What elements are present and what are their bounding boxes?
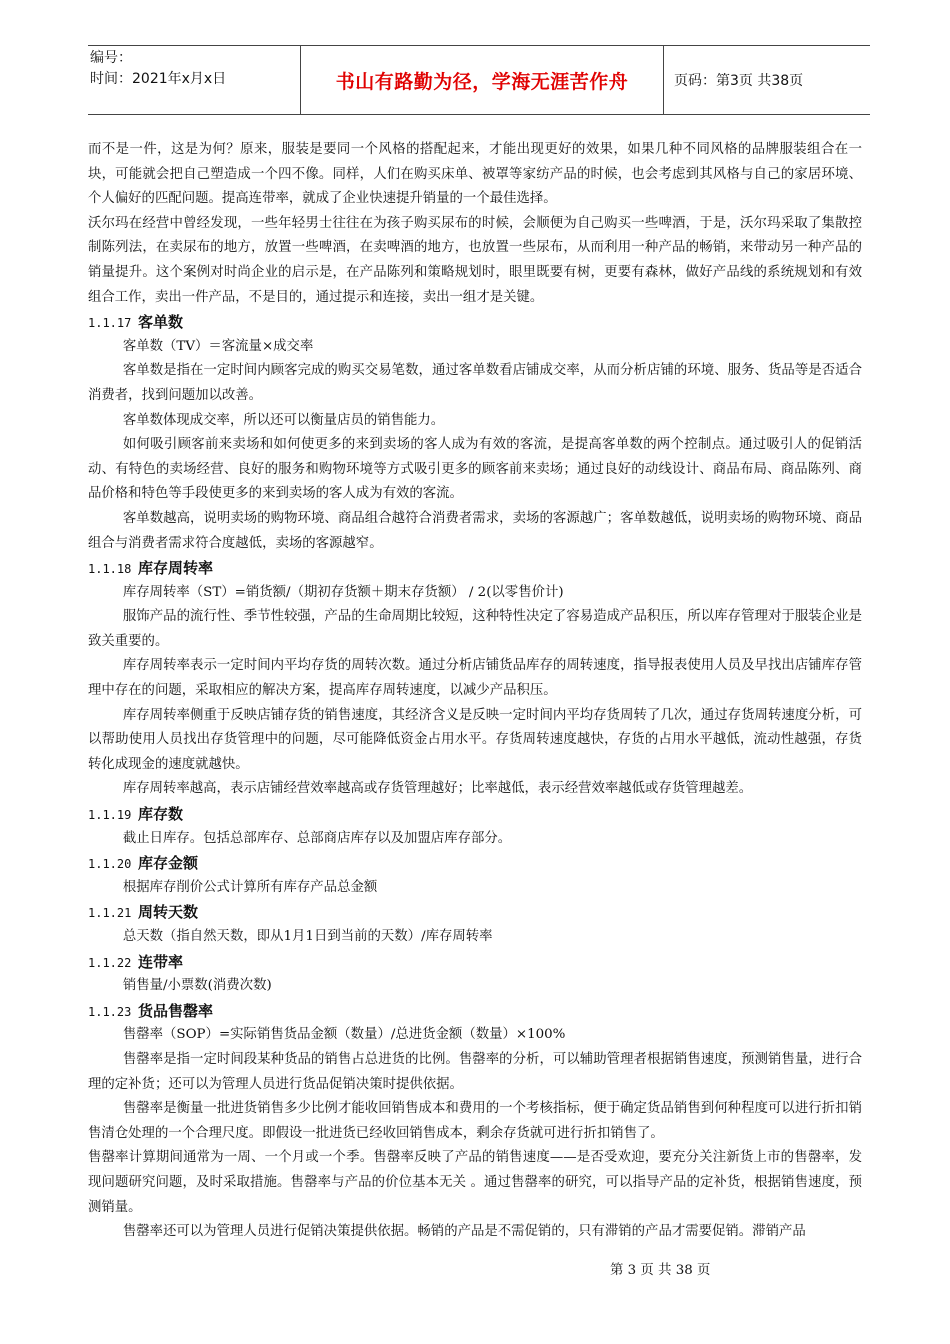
- paragraph: 库存周转率越高，表示店铺经营效率越高或存货管理越好；比率越低，表示经营效率越低或存货管理越差。: [122, 781, 753, 797]
- section-number: 1.1.17: [88, 316, 132, 331]
- serial-label: 编号：: [90, 50, 132, 66]
- section-heading: [88, 999, 862, 1024]
- section-title: 连带率: [138, 952, 184, 971]
- section-title: 库存金额: [138, 854, 199, 873]
- section-heading: [88, 556, 862, 581]
- section-number: 1.1.22: [88, 955, 132, 970]
- paragraph: 库存周转率侧重于反映店铺存货的销售速度，其经济含义是反映一定时间内平均存货周转了几次，通过存货周转速度分析，可以帮助使用人员找出存货管理中的问题，尽可能降低资金占用水平。存货周转速度越快，存货的占用水平越低，流动性越强，存货转化成现金的速度就越快。: [88, 707, 862, 772]
- paragraph: 如何吸引顾客前来卖场和如何使更多的来到卖场的客人成为有效的客流，是提高客单数的两个控制点。通过吸引人的促销活动、有特色的卖场经营、良好的服务和购物环境等方式吸引更多的顾客前来卖场；通过良好的动线设计、商品布局、商品陈列、商品价格和特色等手段使更多的来到卖场的客人成为有效的客流。: [88, 437, 862, 502]
- paragraph: 而不是一件，这是为何？原来，服装是要同一个风格的搭配起来，才能出现更好的效果，如果几种不同风格的品牌服装组合在一块，可能就会把自己塑造成一个四不像。同样，人们在购买床单、被罩等家纺产品的时候，也会考虑到其风格与自己的家居环境、个人偏好的匹配问题。提高连带率，就成了企业快速提升销量的一个最佳选择。: [88, 142, 862, 207]
- section-title: 货品售罄率: [138, 1001, 214, 1020]
- time-label: 时间：2021年x月x日: [90, 71, 227, 87]
- section-number: 1.1.19: [88, 808, 132, 823]
- header-page-code: 页码：第3页 共38页: [674, 73, 804, 89]
- paragraph: 客单数越高，说明卖场的购物环境、商品组合越符合消费者需求，卖场的客源越广；客单数越低，说明卖场的购物环境、商品组合与消费者需求符合度越低，卖场的客源越窄。: [88, 510, 862, 551]
- section-heading: [88, 851, 862, 876]
- section-heading: [88, 950, 862, 975]
- section-number: 1.1.23: [88, 1004, 132, 1019]
- section-number: 1.1.21: [88, 906, 132, 921]
- section-title: 周转天数: [138, 903, 199, 922]
- paragraph: 售罄率计算期间通常为一周、一个月或一个季。售罄率反映了产品的销售速度——是否受欢迎，要充分关注新货上市的售罄率，发现问题研究问题，及时采取措施。售罄率与产品的价位基本无关 。通过售罄率的研究，可以指导产品的定补货，根据销售速度，预测销量。: [88, 1150, 862, 1215]
- section-title: 客单数: [138, 313, 184, 332]
- paragraph: 库存周转率（ST）=销货额/（期初存货额＋期末存货额） / 2(以零售价计): [122, 584, 564, 600]
- paragraph: 客单数（TV）＝客流量×成交率: [122, 338, 314, 354]
- paragraph: 服饰产品的流行性、季节性较强，产品的生命周期比较短，这种特性决定了容易造成产品积压，所以库存管理对于服装企业是致关重要的。: [88, 609, 862, 649]
- page-footer: 第 3 页 共 38 页: [610, 1263, 711, 1278]
- paragraph: 售罄率是衡量一批进货销售多少比例才能收回销售成本和费用的一个考核指标，便于确定货品销售到何种程度可以进行折扣销售清仓处理的一个合理尺度。即假设一批进货已经收回销售成本，剩余存货就可进行折扣销售了。: [88, 1101, 862, 1141]
- document-body: [88, 138, 862, 1245]
- section-heading: [88, 310, 862, 335]
- header-meta: [88, 46, 301, 114]
- paragraph: 客单数是指在一定时间内顾客完成的购买交易笔数，通过客单数看店铺成交率，从而分析店铺的环境、服务、货品等是否适合消费者，找到问题加以改善。: [88, 363, 862, 403]
- paragraph: 售罄率还可以为管理人员进行促销决策提供依据。畅销的产品是不需促销的，只有滞销的产品才需要促销。滞销产品: [122, 1224, 806, 1240]
- section-title: 库存数: [138, 805, 184, 824]
- paragraph: 售罄率（SOP）=实际销售货品金额（数量）/总进货金额（数量）×100%: [122, 1027, 566, 1043]
- paragraph: 总天数（指自然天数，即从1月1日到当前的天数）/库存周转率: [122, 929, 493, 944]
- paragraph: 销售量/小票数(消费次数): [122, 978, 272, 994]
- paragraph: 库存周转率表示一定时间内平均存货的周转次数。通过分析店铺货品库存的周转速度，指导报表使用人员及早找出店铺库存管理中存在的问题，采取相应的解决方案，提高库存周转速度，以减少产品积压。: [88, 658, 862, 699]
- section-number: 1.1.18: [88, 562, 132, 577]
- paragraph: 沃尔玛在经营中曾经发现，一些年轻男士往往在为孩子购买尿布的时候，会顺便为自己购买一些啤酒，于是，沃尔玛采取了集散控制陈列法，在卖尿布的地方，放置一些啤酒，在卖啤酒的地方，也放置一些尿布，从而利用一种产品的畅销，来带动另一种产品的销量提升。这个案例对时尚企业的启示是，在产品陈列和策略规划时，眼里既要有树，更要有森林，做好产品线的系统规划和有效组合工作，卖出一件产品，不是目的，通过提示和连接，卖出一组才是关键。: [88, 215, 862, 305]
- section-title: 库存周转率: [138, 559, 214, 578]
- paragraph: 截止日库存。包括总部库存、总部商店库存以及加盟店库存部分。: [122, 830, 512, 846]
- paragraph: 根据库存削价公式计算所有库存产品总金额: [122, 879, 378, 895]
- page-header: [88, 45, 870, 115]
- paragraph: 售罄率是指一定时间段某种货品的销售占总进货的比例。售罄率的分析，可以辅助管理者根据销售速度，预测销售量，进行合理的定补货；还可以为管理人员进行货品促销决策时提供依据。: [88, 1051, 862, 1092]
- paragraph: 客单数体现成交率，所以还可以衡量店员的销售能力。: [122, 412, 445, 428]
- section-heading: [88, 900, 862, 925]
- header-motto: 书山有路勤为径，学海无涯苦作舟: [301, 46, 664, 114]
- section-number: 1.1.20: [88, 857, 132, 872]
- section-heading: [88, 802, 862, 827]
